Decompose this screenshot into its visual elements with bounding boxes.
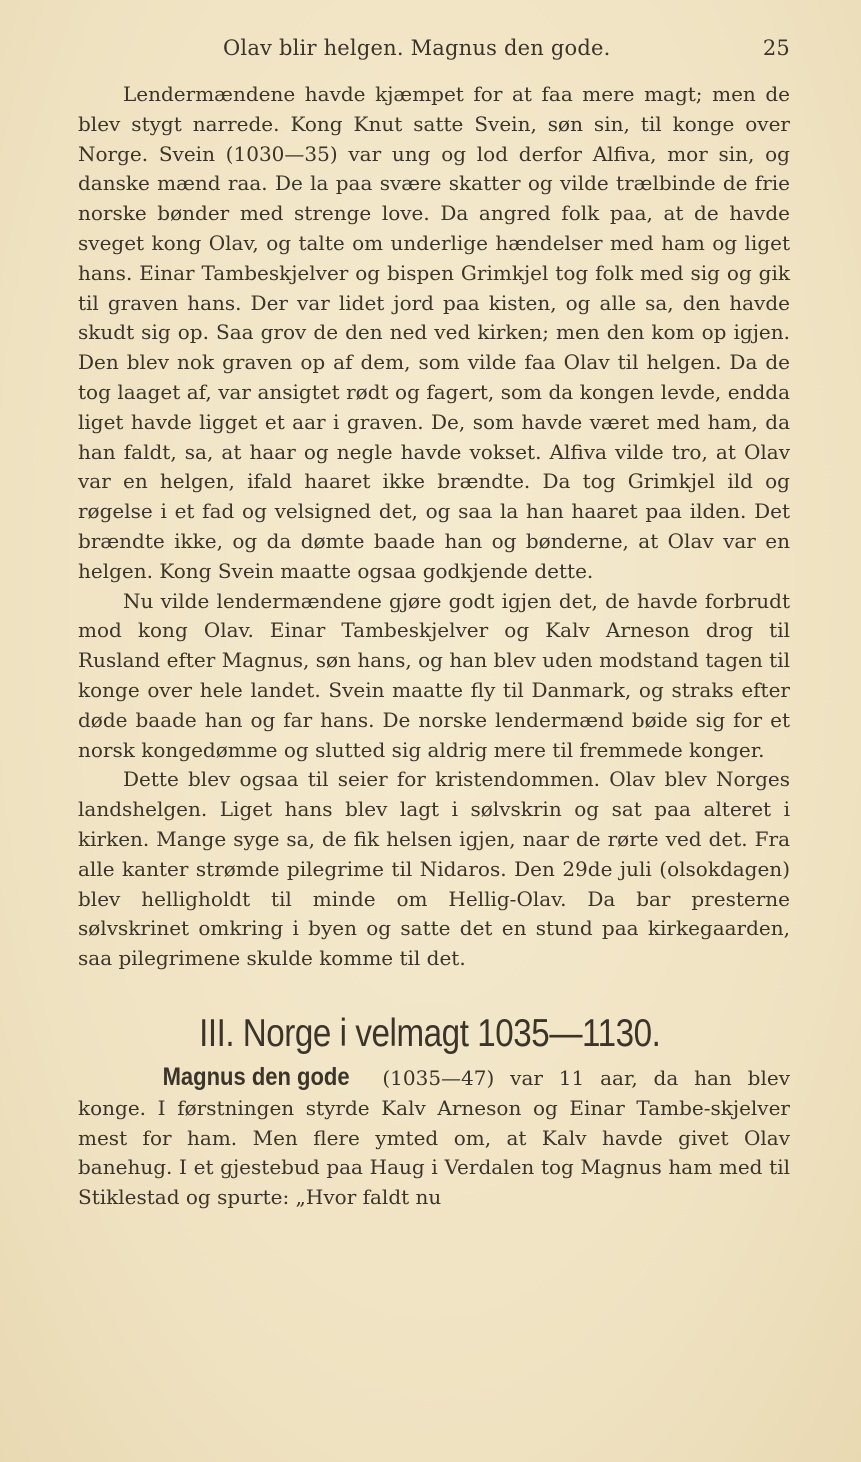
book-page [78,30,790,1213]
section-paragraph [78,1063,790,1213]
section-text: (1035—47) var 11 aar, da han blev konge. I førstningen styrde Kalv Arneson og Einar Tambe-skjelver mest for ham. Men flere ymted om, at Kalv havde givet Olav banehug. I et gjestebud paa Haug i Verdalen tog Magnus ham med til Stiklestad og spurte: „Hvor faldt nu [78,1065,790,1210]
page-number: 25 [762,36,790,60]
section-lead: Magnus den gode [162,1062,350,1091]
paragraph: Dette blev ogsaa til seier for kristendommen. Olav blev Norges landshelgen. Liget hans blev lagt i sølvskrin og sat paa alteret i kirken. Mange syge sa, de fik helsen igjen, naar de rørte ved det. Fra alle kanter strømde pilegrime til Nidaros. Den 29de juli (olsokdagen) blev helligholdt til minde om Hellig-Olav. Da bar presterne sølvskrinet omkring i byen og satte det en stund paa kirkegaarden, saa pilegrimene skulde komme til det. [78,767,790,971]
paragraph: Nu vilde lendermændene gjøre godt igjen det, de havde forbrudt mod kong Olav. Einar Tambeskjelver og Kalv Arneson drog til Rusland efter Magnus, søn hans, og han blev uden modstand tagen til konge over hele landet. Svein maatte fly til Danmark, og straks efter døde baade han og far hans. De norske lendermænd bøide sig for et norsk kongedømme og slutted sig aldrig mere til fremmede konger. [78,588,790,762]
chapter-numeral: III. [199,1011,235,1055]
paragraph: Lendermændene havde kjæmpet for at faa mere magt; men de blev stygt narrede. Kong Knut satte Svein, søn sin, til konge over Norge. Svein (1030—35) var ung og lod derfor Alfiva, mor sin, og danske mænd raa. De la paa svære skatter og vilde trælbinde de frie norske bønder med strenge love. Da angred folk paa, at de havde sveget kong Olav, og talte om underlige hændelser med ham og liget hans. Einar Tambeskjelver og bispen Grimkjel tog folk med sig og gik til graven hans. Der var lidet jord paa kisten, og alle sa, den havde skudt sig op. Saa grov de den ned ved kirken; men den kom op igjen. Den blev nok graven op af dem, som vilde faa Olav til helgen. Da de tog laaget af, var ansigtet rødt og fagert, som da kongen levde, endda liget havde ligget et aar i graven. De, som havde været med ham, da han faldt, sa, at haar og negle havde vokset. Alfiva vilde tro, at Olav var en helgen, ifald haaret ikke brændte. Da tog Grimkjel ild og røgelse i et fad og velsigned det, og saa la han haaret paa ilden. Det brændte ikke, og da dømte baade han og bønderne, at Olav var en helgen. Kong Svein maatte ogsaa godkjende dette. [78,82,790,583]
chapter-heading [131,1011,736,1057]
chapter-title: Norge i velmagt 1035—1130. [242,1011,661,1055]
running-head [78,30,790,70]
running-title: Olav blir helgen. Magnus den gode. [223,36,611,60]
body-text [78,80,790,1213]
